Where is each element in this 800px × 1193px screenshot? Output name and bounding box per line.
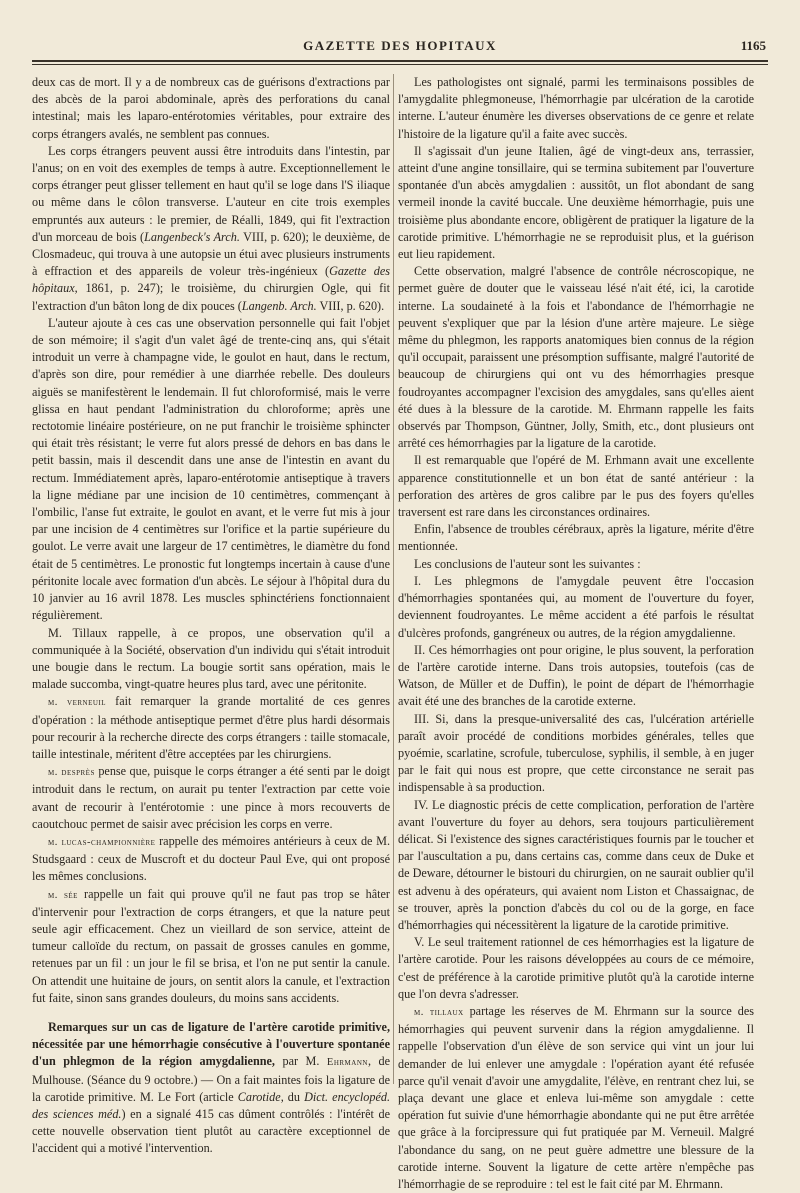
paragraph: m. verneuil fait remarquer la grande mortalité de ces genres d'opération : la méthode antiseptique permet d'être plus hardi désormais pour recourir à la recherche directe des corps étrangers : taille stomacale, taille intestinale, méritent d'être acceptées par les chirurgiens. <box>32 694 390 761</box>
paragraph: m. lucas-championnière rappelle des mémoires antérieurs à ceux de M. Studsgaard : ceux de Muscroft et du docteur Paul Eve, qui ont proposé les mêmes conclusions. <box>32 833 390 884</box>
paragraph: Les conclusions de l'auteur sont les suivantes : <box>414 556 641 571</box>
left-column <box>32 74 390 1158</box>
speaker-name: m. lucas-championnière <box>48 836 156 848</box>
conclusion-item: IV. Le diagnostic précis de cette complication, perforation de l'artère avant l'ouverture du foyer au dehors, sera toujours particulièrement délicat. Si l'existence des signes caractéristiques fournis par le toucher et par l'auscultation a pu, dans certains cas, comme dans ceux de Duke et de Deware, détourner le bistouri du chirurgien, on ne saurait oublier qu'il est advenu à des opérateurs, qui avaient nom Liston et Chassaignac, de se trouver, après la ponction d'abcès du col ou de la gorge, en face d'hémorrhagies qui nécessitèrent la ligature de la carotide primitive. <box>398 797 754 932</box>
speaker-name: m. desprès <box>48 767 95 779</box>
right-column <box>398 74 754 1193</box>
paragraph: Cette observation, malgré l'absence de contrôle nécroscopique, ne permet guère de douter que le vaisseau lésé n'ait été, ici, la carotide interne. La soudaineté à la fois et l'abondance de l'hémorrhagie ne peuvent s'expliquer que par la lésion d'une artère majeure. Le siège même du phlegmon, les rapports anatomiques bien connus de la région qu'il occupait, paraissent une présomption suffisante, malgré l'autorité de beaucoup de chirurgiens qui ont vu des hémorrhagies presque foudroyantes accompagner l'excision des amygdales, sans qu'elles aient été dues à la blessure de la carotide. M. Ehrmann rappelle les faits observés par Thompson, Güntner, Jolly, Smith, etc., dont plusieurs ont arrêté ces hémorrhagies par la ligature de la carotide. <box>398 264 754 451</box>
paragraph: m. desprès pense que, puisque le corps étranger a été senti par le doigt introduit dans le rectum, on aurait pu tenter l'extraction par cette voie avant de recourir à l'entérotomie : une pince à mors recouverts de caoutchouc permet de saisir avec précision les corps en verre. <box>32 764 390 831</box>
speaker-name: m. sée <box>48 889 78 901</box>
header-rule-thick <box>32 60 768 62</box>
paragraph: Enfin, l'absence de troubles cérébraux, après la ligature, mérite d'être mentionnée. <box>398 522 754 554</box>
speaker-name: m. verneuil <box>48 697 107 709</box>
section-heading-paragraph: Remarques sur un cas de ligature de l'artère carotide primitive, nécessitée par une hémorrhagie consécutive à l'ouverture spontanée d'un phlegmon de la région amygdalienne, par M. Ehrmann, de Mulhouse. (Séance du 9 octobre.) — On a fait maintes fois la ligature de la carotide primitive. M. Le Fort (article Carotide, du Dict. encyclopéd. des sciences méd.) en a signalé 415 cas dûment contrôlés : l'intérêt de cette nouvelle observation tient plutôt au caractère exceptionnel de l'accident qui a motivé l'intervention. <box>32 1019 391 1156</box>
paragraph: Il est remarquable que l'opéré de M. Erhmann avait une excellente apparence constitutionnelle et un bon état de santé antérieur : la perforation des artères de gros calibre par le pus des foyers qu'elles traversent est rare dans les circonstances ordinaires. <box>398 453 754 520</box>
spacer <box>32 1007 390 1019</box>
paragraph: M. Tillaux rappelle, à ce propos, une observation qu'il a communiquée à la Société, observation d'un individu qui s'était introduit une bougie dans le rectum. La bougie sortit sans opération, mais le malade succomba, vingt-quatre heures plus tard, avec une péritonite. <box>32 625 390 692</box>
conclusion-item: I. Les phlegmons de l'amygdale peuvent être l'occasion d'hémorrhagies spontanées qui, au moment de l'ouverture du foyer, deviennent foudroyantes. Le même accident a été parfois le résultat d'ulcères profonds, gangréneux ou autres, de la région amygdalienne. <box>398 573 754 640</box>
conclusion-item: V. Le seul traitement rationnel de ces hémorrhagies est la ligature de l'artère carotide. Pour les raisons développées au cours de ce mémoire, c'est de préférence à la carotide primitive plutôt qu'à la carotide interne que l'on devra s'adresser. <box>398 935 754 1001</box>
paragraph: Les corps étrangers peuvent aussi être introduits dans l'intestin, par l'anus; on en voit des exemples de temps à autre. Exceptionnellement le corps étranger peut glisser tellement en haut qu'il se loge dans l'S iliaque ou même dans le côlon transverse. L'auteur en cite trois exemples empruntés aux auteurs : le premier, de Réalli, 1849, qui fit l'extraction d'un morceau de bois (Langenbeck's Arch. VIII, p. 620); le deuxième, de Closmadeuc, qui trouva à une autopsie un étui avec plusieurs instruments à effraction et des appareils de voleur très-ingénieux (Gazette des hôpitaux, 1861, p. 247); le troisième, du chirurgien Ogle, qui fit l'extraction d'un bâton long de dix pouces (Langenb. Arch. VIII, p. 620). <box>32 143 390 313</box>
header-rule-thin <box>32 64 768 65</box>
paragraph: m. tillaux partage les réserves de M. Ehrmann sur la source des hémorrhagies qui peuvent survenir dans la région amygdalienne. Il rappelle l'observation d'un élève de son service qui vint un jour lui demander de lui enlever une amygdale : l'opération ayant été refusée parce qu'il venait d'avoir une amygdalite, l'élève, en rentrant chez lui, se plaça devant une glace et enleva lui-même son amygdale : cette opération fut suivie d'une hémorrhagie abondante qui ne put être arrêtée que grâce à la forcipressure qui fut pratiquée par M. Verneuil. Malgré l'abondance du sang, on ne peut guère admettre une blessure de la carotide interne. Souvent la ligature de cette artère n'empêche pas l'hémorrhagie de se reproduire : tel est le fait cité par M. Ehrmann. <box>398 1003 754 1191</box>
page-header <box>32 38 768 56</box>
paragraph: Il s'agissait d'un jeune Italien, âgé de vingt-deux ans, terrassier, atteint d'une angine tonsillaire, qui se termina subitement par l'ouverture spontanée d'un abcès amygdalien : aussitôt, un flot abondant de sang vermeil inonde la cavité buccale. Une deuxième hémorrhagie, puis une troisième plus abondante encore, obligèrent de pratiquer la ligature de la carotide primitive. L'hémorrhagie ne se reproduisit plus, et la guérison eut lieu rapidement. <box>398 143 754 262</box>
conclusion-item: III. Si, dans la presque-universalité des cas, l'ulcération artérielle paraît avoir procédé de conditions morbides générales, telles que pyoémie, scarlatine, scrofule, tuberculose, syphilis, il semble, à en juger par le fait qui nous est propre, que cette circonstance ne serait pas indispensable à sa production. <box>398 711 754 795</box>
section-heading: Remarques sur un cas de ligature de l'artère carotide primitive, nécessitée par une hémorrhagie consécutive à l'ouverture spontanée d'un phlegmon de la région amygdalienne, <box>32 1019 390 1069</box>
column-divider <box>393 74 394 1084</box>
conclusion-item: II. Ces hémorrhagies ont pour origine, le plus souvent, la perforation de l'artère carotide interne. Dans trois autopsies, toutefois (cas de Watson, de Müller et de Duffin), le point de départ de l'hémorrhagie avait été une des branches de la carotide externe. <box>398 642 754 709</box>
journal-title: GAZETTE DES HOPITAUX <box>303 38 497 53</box>
paragraph: L'auteur ajoute à ces cas une observation personnelle qui fait l'objet de son mémoire; il s'agit d'un valet âgé de trente-cinq ans, qui s'était introduit un verre à champagne vide, le goulot en haut, dans le rectum, d'après son dire, pour remédier à une diarrhée rebelle. Des douleurs aiguës se manifestèrent le lendemain. Il fut chloroformisé, mais le verre glissa en haut pendant l'administration du chloroforme; après une rectotomie linéaire postérieure, on ne put franchir le troisième sphincter qui était très résistant; le verre fut alors pressé de dehors en bas dans le petit bassin, mais il descendit dans une anse de l'intestin en avant du rectum. Immédiatement après, laparo-entérotomie antiseptique à travers la ligne médiane par une incision de 10 centimètres, commençant à l'ombilic, l'anse fut extraite, le goulot en avant, et le verre fut mis à jour par une incision de 4 centimètres sur l'orifice et la partie supérieure du goulot. Le verre avait une largeur de 17 centimètres, le diamètre du fond était de 5 centimètres. Le pronostic fut longtemps incertain à cause d'une péritonite locale avec formation d'un abcès. Le séjour à l'hôpital dura du 10 janvier au 16 avril 1878. Les muscles sphinctériens fonctionnaient régulièrement. <box>32 315 390 623</box>
paragraph: Les pathologistes ont signalé, parmi les terminaisons possibles de l'amygdalite phlegmoneuse, l'hémorrhagie par ulcération de la carotide interne. L'auteur énumère les diverses observations de ce genre et relate l'histoire de la ligature qu'il a faite avec succès. <box>398 75 754 141</box>
speaker-name: m. tillaux <box>414 1006 464 1018</box>
paragraph: m. sée rappelle un fait qui prouve qu'il ne faut pas trop se hâter d'intervenir pour l'extraction de corps étrangers, et que la nature peut seule agir efficacement. Chez un vieillard de son service, atteint de tumeur calloïde du rectum, on passait de grosses canules en gomme, retenues par un fil : un jour le fil se brisa, et l'on ne put sentir la canule. On attendit une huitaine de jours, on sentit alors la canule, et l'extraction fut faite, sinon sans grandes douleurs, du moins sans accidents. <box>32 886 390 1005</box>
paragraph: deux cas de mort. Il y a de nombreux cas de guérisons d'extractions par des abcès de la paroi abdominale, après des perforations du canal intestinal; mais les laparo-entérotomies véritables, pour extraire des corps étrangers avalés, ne semblent pas connues. <box>32 75 390 141</box>
page-number: 1165 <box>740 38 766 53</box>
